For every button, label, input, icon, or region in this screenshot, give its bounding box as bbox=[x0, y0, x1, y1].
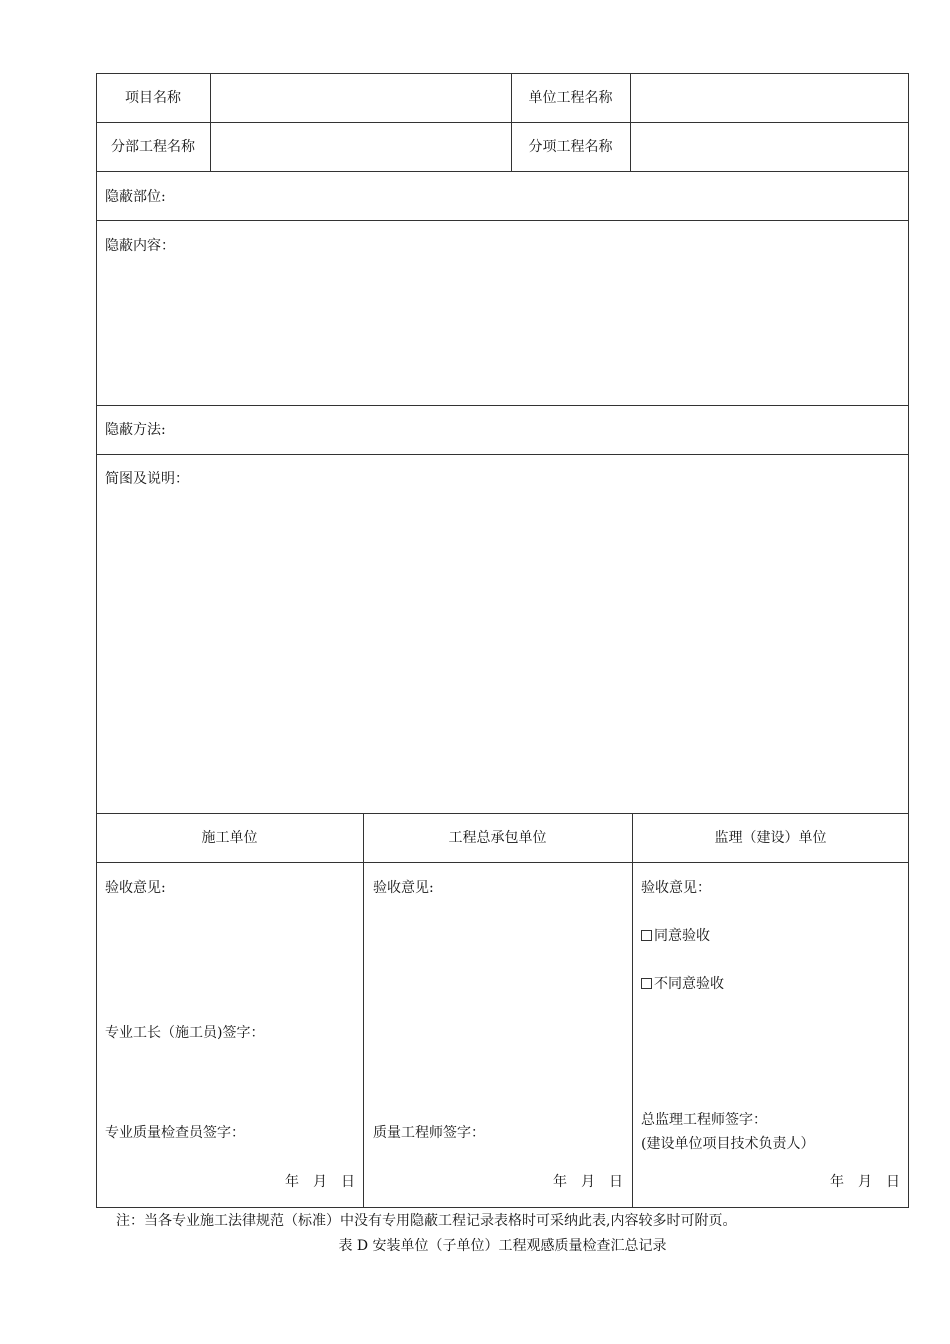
unit-project-field[interactable] bbox=[631, 80, 908, 120]
division-field[interactable] bbox=[211, 128, 510, 168]
agree-option[interactable] bbox=[641, 927, 710, 945]
row-divider bbox=[96, 122, 909, 123]
disagree-option[interactable] bbox=[641, 975, 724, 993]
subitem-field[interactable] bbox=[631, 128, 908, 168]
unit-project-label: 单位工程名称 bbox=[528, 90, 613, 106]
construction-date: 年 月 日 bbox=[285, 1174, 355, 1190]
division-label: 分部工程名称 bbox=[111, 139, 195, 155]
row-divider bbox=[96, 405, 909, 406]
construction-unit-header: 施工单位 bbox=[201, 830, 258, 846]
supervision-opinion-label: 验收意见： bbox=[641, 880, 711, 896]
hidden-content-label: 隐蔽内容： bbox=[105, 238, 175, 254]
project-name-field[interactable] bbox=[211, 80, 510, 120]
disagree-label: 不同意验收 bbox=[654, 976, 724, 992]
supervision-unit-header: 监理（建设）单位 bbox=[714, 830, 827, 846]
supervision-date: 年 月 日 bbox=[830, 1174, 900, 1190]
quality-engineer-signature-label: 质量工程师签字： bbox=[373, 1125, 485, 1141]
chief-supervisor-note: (建设单位项目技术负责人） bbox=[641, 1136, 815, 1152]
row-divider bbox=[96, 813, 909, 814]
footnote: 注：当各专业施工法律规范（标准）中没有专用隐蔽工程记录表格时可采纳此表,内容较多时可附页。 bbox=[116, 1213, 737, 1229]
column-divider bbox=[632, 813, 633, 1208]
contractor-date: 年 月 日 bbox=[553, 1174, 623, 1190]
next-table-title: 表 D 安装单位（子单位）工程观感质量检查汇总记录 bbox=[338, 1238, 667, 1254]
column-divider bbox=[363, 813, 364, 1208]
agree-checkbox[interactable] bbox=[641, 930, 652, 941]
row-divider bbox=[96, 220, 909, 221]
row-divider bbox=[96, 862, 909, 863]
hidden-part-label: 隐蔽部位: bbox=[105, 189, 166, 205]
project-name-label: 项目名称 bbox=[125, 90, 181, 106]
foreman-signature-label: 专业工长（施工员)签字： bbox=[105, 1025, 265, 1041]
column-divider bbox=[511, 73, 512, 172]
row-divider bbox=[96, 171, 909, 172]
general-contractor-header: 工程总承包单位 bbox=[448, 830, 547, 846]
disagree-checkbox[interactable] bbox=[641, 978, 652, 989]
hidden-method-label: 隐蔽方法: bbox=[105, 422, 166, 438]
agree-label: 同意验收 bbox=[654, 928, 710, 944]
sketch-label: 简图及说明： bbox=[105, 471, 189, 487]
contractor-opinion-label: 验收意见: bbox=[373, 880, 434, 896]
row-divider bbox=[96, 454, 909, 455]
inspector-signature-label: 专业质量检查员签字： bbox=[105, 1125, 245, 1141]
subitem-label: 分项工程名称 bbox=[528, 139, 613, 155]
chief-supervisor-signature-label: 总监理工程师签字： bbox=[641, 1112, 767, 1128]
construction-opinion-label: 验收意见: bbox=[105, 880, 166, 896]
